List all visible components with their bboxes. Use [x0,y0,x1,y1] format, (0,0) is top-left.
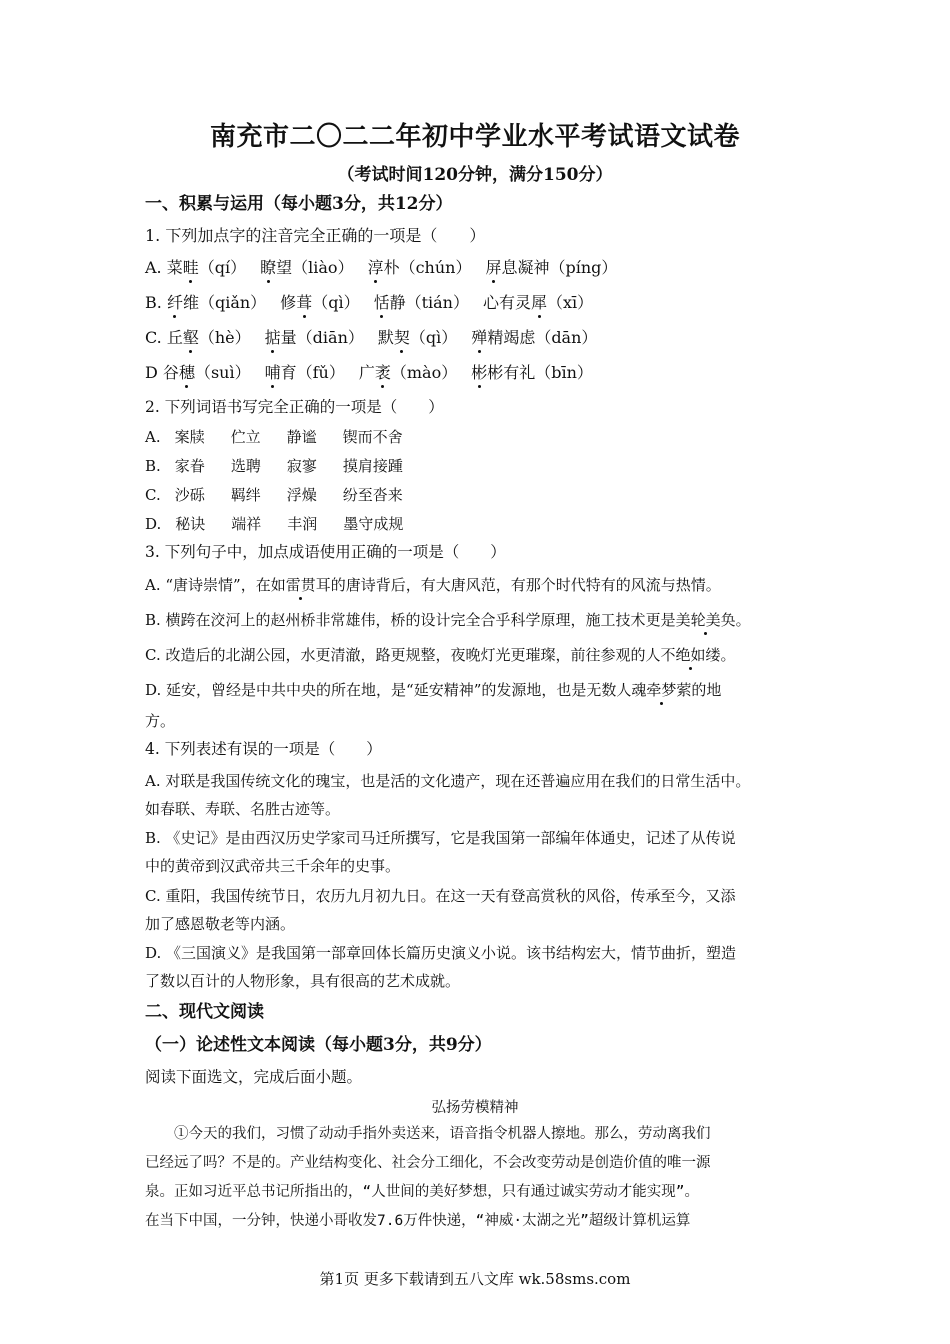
q4-option-d-line2: 了数以百计的人物形象，具有很高的艺术成就。 [145,972,461,990]
option-text: 育（fǔ） [280,363,345,382]
dotted-char: 掂 [264,328,281,347]
section-1-heading: 一、积累与运用（每小题3分，共12分） [145,194,453,214]
dotted-idiom: 不绝如缕 [660,646,721,664]
dotted-char: 畦 [182,258,199,277]
dotted-char: 恬 [373,293,390,312]
option-label: C. [145,486,161,504]
option-text: 维（qiǎn） [182,293,267,312]
q2-option-a [145,427,403,447]
article-line-1: ①今天的我们，习惯了动动手指外卖送来，语音指令机器人擦地。那么，劳动离我们 [145,1126,711,1142]
option-label: B. [145,457,161,475]
q3-option-d [145,680,721,700]
q1-option-b [145,293,593,313]
option-word: 浮燥 [286,486,317,504]
option-label: B. [145,293,167,312]
dotted-char: 淳 [367,258,384,277]
q2-stem: 2. 下列词语书写完全正确的一项是（ ） [145,398,444,416]
q1-option-c [145,328,597,348]
option-word: 寂寥 [286,457,317,475]
option-word: 静谧 [286,428,317,446]
option-text: 朴（chún） [383,258,472,277]
option-word: 端祥 [231,515,262,533]
q4-option-a-line2: 如春联、寿联、名胜古迹等。 [145,800,341,818]
article-line-3: 泉。正如习近平总书记所指出的，“人世间的美好梦想，只有通过诚实劳动才能实现”。 [145,1184,699,1200]
dotted-char: 瞭 [260,258,277,277]
option-text: 望（liào） [276,258,354,277]
option-text: （suì） [194,363,251,382]
option-label: A. [145,258,167,277]
option-word: 摸肩接踵 [342,457,403,475]
q2-option-c [145,485,403,505]
dotted-char: 葺 [296,293,313,312]
q1-stem: 1. 下列加点字的注音完全正确的一项是（ ） [145,226,486,245]
q4-option-b-line1: B. 《史记》是由西汉历史学家司马迁所撰写，它是我国第一部编年体通史，记述了从传说 [145,829,736,847]
option-text: （qì） [409,328,458,347]
option-text: 丘 [166,328,183,347]
option-text: 修 [280,293,297,312]
option-text: 静（tián） [389,293,469,312]
option-text: （mào） [390,363,458,382]
option-text: （hè） [198,328,251,347]
q4-stem: 4. 下列表述有误的一项是（ ） [145,740,382,758]
option-word: 墨守成规 [343,515,404,533]
option-text: A. “唐诗崇情”，在 [145,576,271,594]
option-text: （xī） [547,293,594,312]
option-word: 锲而不舍 [342,428,403,446]
exam-subtitle: （考试时间120分钟，满分150分） [337,165,613,185]
q3-option-b [145,610,751,630]
option-word: 秘诀 [175,515,206,533]
option-word: 丰润 [287,515,318,533]
option-word: 案牍 [174,428,205,446]
dotted-char: 殚 [471,328,488,347]
option-label: D [145,363,163,382]
option-text: 广 [358,363,375,382]
dotted-char: 犀 [531,293,548,312]
option-text: C. 改造后的北湖公园，水更清澈，路更规整，夜晚灯光更璀璨，前往参观的人 [145,646,661,664]
q3-option-a [145,575,721,595]
q3-option-c [145,645,736,665]
option-word: 羁绊 [230,486,261,504]
q3-stem: 3. 下列句子中，加点成语使用正确的一项是（ ） [145,543,506,561]
option-text: 默 [377,328,394,347]
q4-option-c-line2: 加了感恩敬老等内涵。 [145,915,296,933]
section-2-heading: 二、现代文阅读 [145,1002,264,1022]
option-text: 菜 [166,258,183,277]
dotted-char: 哺 [264,363,281,382]
q2-option-b [145,456,403,476]
option-text: 精竭虑（dān） [487,328,598,347]
q4-option-a-line1: A. 对联是我国传统文化的瑰宝，也是活的文化遗产，现在还普遍应用在我们的日常生活中。 [145,772,751,790]
q1-option-d [145,363,593,383]
dotted-char: 彬 [471,363,488,382]
option-label: C. [145,328,167,347]
dotted-char: 壑 [182,328,199,347]
q4-option-b-line2: 中的黄帝到汉武帝共三千余年的史事。 [145,857,401,875]
option-text: 的唐诗背后，有大唐风范，有那个时代特有的风流与热情。 [330,576,721,594]
article-line-4: 在当下中国，一分钟，快递小哥收发7.6万件快递，“神威·太湖之光”超级计算机运算 [145,1213,691,1229]
q4-option-c-line1: C. 重阳，我国传统节日，农历九月初九日。在这一天有登高赏秋的风俗，传承至今，又添 [145,887,736,905]
option-text: 量（diān） [280,328,364,347]
option-word: 沙砾 [174,486,205,504]
option-text: B. 横跨在洨河上的赵州桥非常雄伟，桥的设计完全合乎科学原理，施工技术更是 [145,611,676,629]
option-label: A. [145,428,161,446]
q3-option-d-cont: 方。 [145,712,176,730]
option-text: 的地 [691,681,722,699]
dotted-idiom: 魂牵梦萦 [631,681,692,699]
option-text: （qí） [198,258,247,277]
dotted-char: 穗 [178,363,195,382]
option-word: 伫立 [230,428,261,446]
option-text: 心有灵 [483,293,532,312]
page-footer: 第1页 更多下载请到五八文库 wk.58sms.com [319,1270,631,1288]
option-text: （qì） [312,293,360,312]
reading-instruction: 阅读下面选文，完成后面小题。 [145,1068,363,1086]
dotted-char: 契 [393,328,410,347]
dotted-idiom: 美轮美奂 [675,611,736,629]
option-text: 谷 [162,363,179,382]
dotted-idiom: 如雷贯耳 [270,576,331,594]
option-word: 家眷 [174,457,205,475]
option-text: 。 [735,611,751,629]
option-text: 彬有礼（bīn） [487,363,593,382]
q1-option-a [145,258,617,278]
option-label: D. [145,515,162,533]
article-line-2: 已经远了吗？不是的。产业结构变化、社会分工细化，不会改变劳动是创造价值的唯一源 [145,1155,711,1171]
option-text: D. 延安，曾经是中共中央的所在地，是“延安精神”的发源地，也是无数人 [145,681,632,699]
option-text: 。 [720,646,736,664]
exam-title: 南充市二〇二二年初中学业水平考试语文试卷 [209,122,740,152]
dotted-char: 袤 [374,363,391,382]
option-word: 选聘 [230,457,261,475]
option-text: 息凝神（píng） [501,258,618,277]
dotted-char: 纤 [166,293,183,312]
option-word: 纷至沓来 [342,486,403,504]
dotted-char: 屏 [485,258,502,277]
section-2-1-heading: （一）论述性文本阅读（每小题3分，共9分） [145,1035,492,1055]
q2-option-d [145,514,403,534]
article-title: 弘扬劳模精神 [431,1100,519,1116]
q4-option-d-line1: D. 《三国演义》是我国第一部章回体长篇历史演义小说。该书结构宏大，情节曲折，塑造 [145,944,737,962]
